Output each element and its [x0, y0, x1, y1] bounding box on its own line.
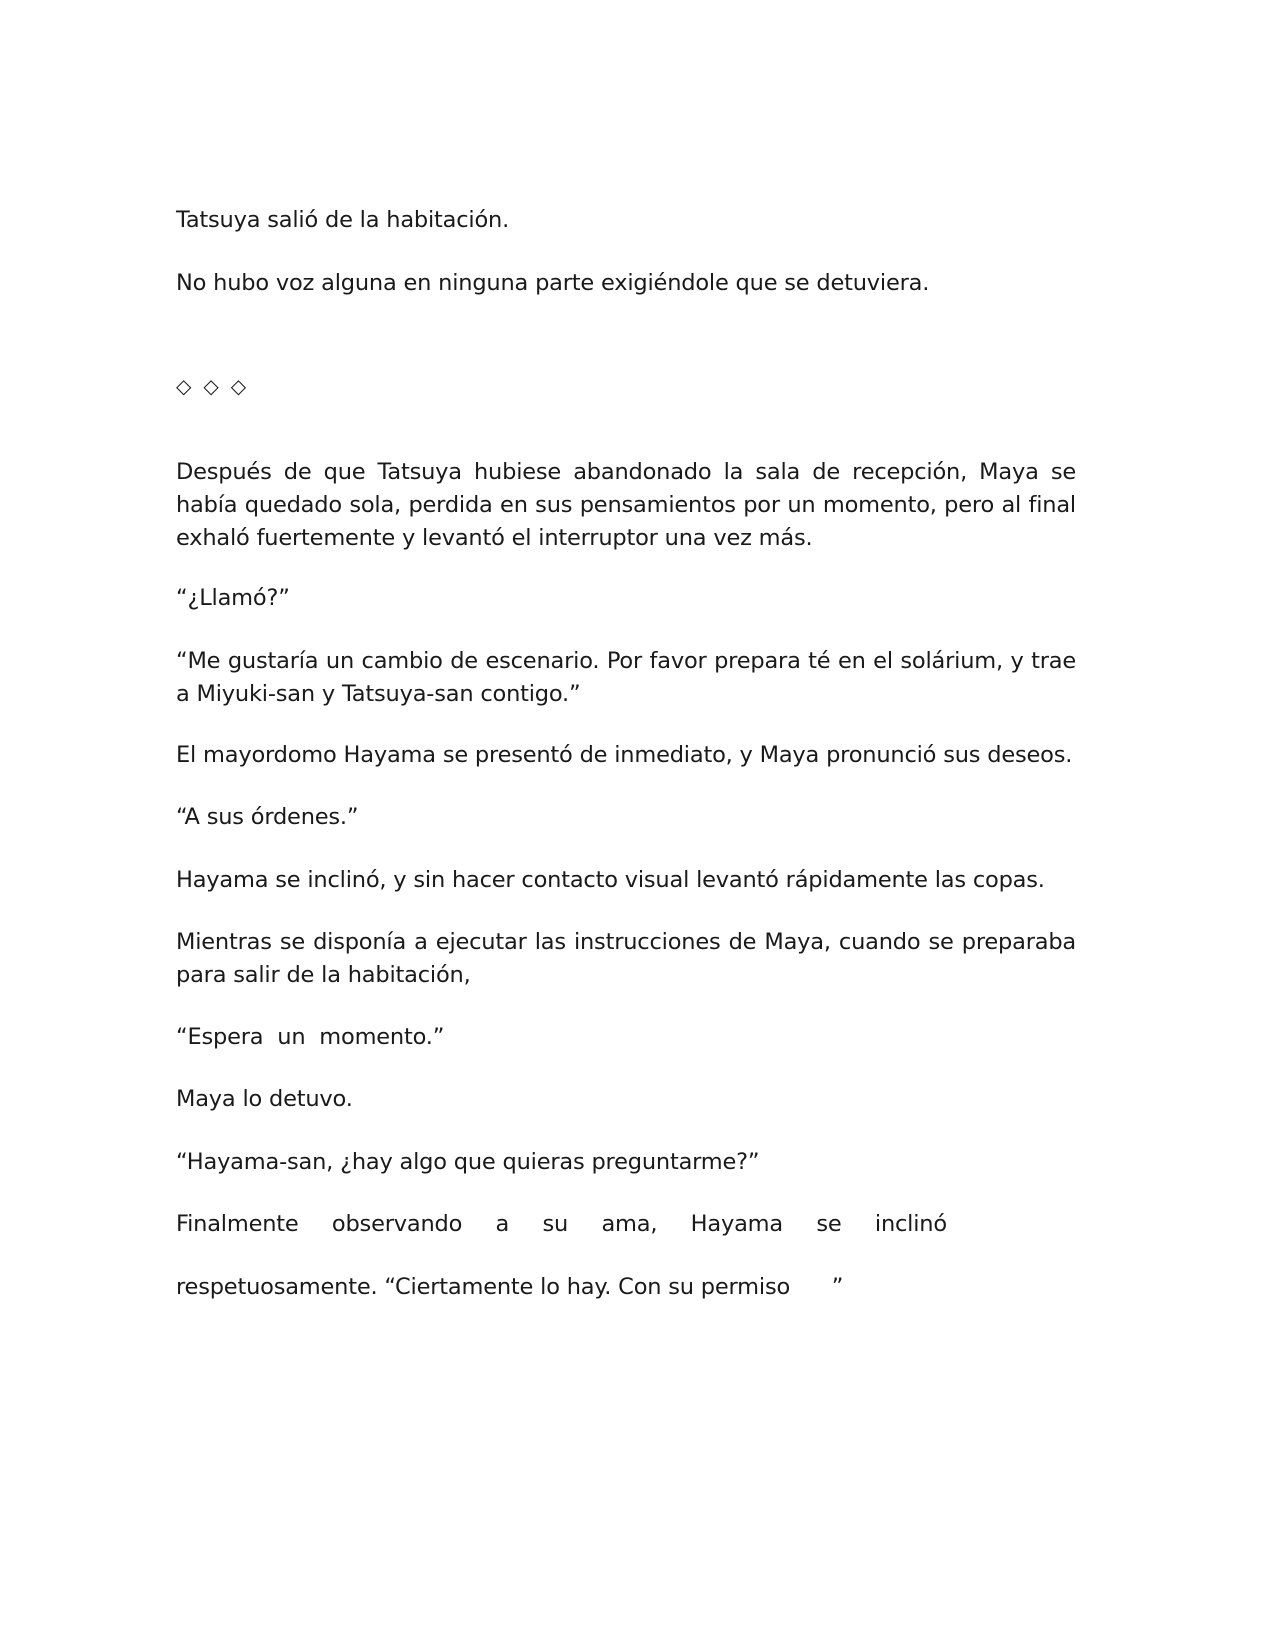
- word: Finalmente: [176, 1211, 299, 1237]
- paragraph-9: Mientras se disponía a ejecutar las instrucciones de Maya, cuando se preparaba para salir de la habitación,: [176, 929, 1076, 988]
- diamond-icon: ◇: [176, 374, 192, 398]
- word: Hayama: [690, 1211, 783, 1237]
- paragraph-8: Hayama se inclinó, y sin hacer contacto visual levantó rápidamente las copas.: [176, 867, 1045, 893]
- diamond-icon: ◇: [203, 374, 219, 398]
- diamond-icon: ◇: [230, 374, 247, 398]
- paragraph-4: “¿Llamó?”: [176, 585, 290, 611]
- word: a: [495, 1211, 510, 1237]
- paragraph-13: [176, 1208, 947, 1241]
- word: inclinó: [874, 1211, 947, 1237]
- scene-separator: [176, 373, 246, 399]
- word: su: [542, 1211, 569, 1237]
- paragraph-11: Maya lo detuvo.: [176, 1086, 353, 1112]
- paragraph-6: El mayordomo Hayama se presentó de inmediato, y Maya pronunció sus deseos.: [176, 742, 1073, 768]
- word: se: [816, 1211, 842, 1237]
- word: observando: [331, 1211, 463, 1237]
- paragraph-1: Tatsuya salió de la habitación.: [176, 207, 510, 233]
- paragraph-7: “A sus órdenes.”: [176, 804, 359, 830]
- paragraph-10: “Espera un momento.”: [176, 1024, 445, 1050]
- paragraph-3: Después de que Tatsuya hubiese abandonado la sala de recepción, Maya se había quedado sola, perdida en sus pensamientos por un momento, pero al final exhaló fuertemente y levantó el interruptor una vez más.: [176, 459, 1076, 551]
- paragraph-5: “Me gustaría un cambio de escenario. Por favor prepara té en el solárium, y trae a Miyuki-san y Tatsuya-san contigo.”: [176, 648, 1076, 707]
- word: ama,: [601, 1211, 658, 1237]
- paragraph-12: “Hayama-san, ¿hay algo que quieras preguntarme?”: [176, 1149, 760, 1175]
- paragraph-14: respetuosamente. “Ciertamente lo hay. Con su permiso ”: [176, 1274, 844, 1300]
- paragraph-2: No hubo voz alguna en ninguna parte exigiéndole que se detuviera.: [176, 270, 930, 296]
